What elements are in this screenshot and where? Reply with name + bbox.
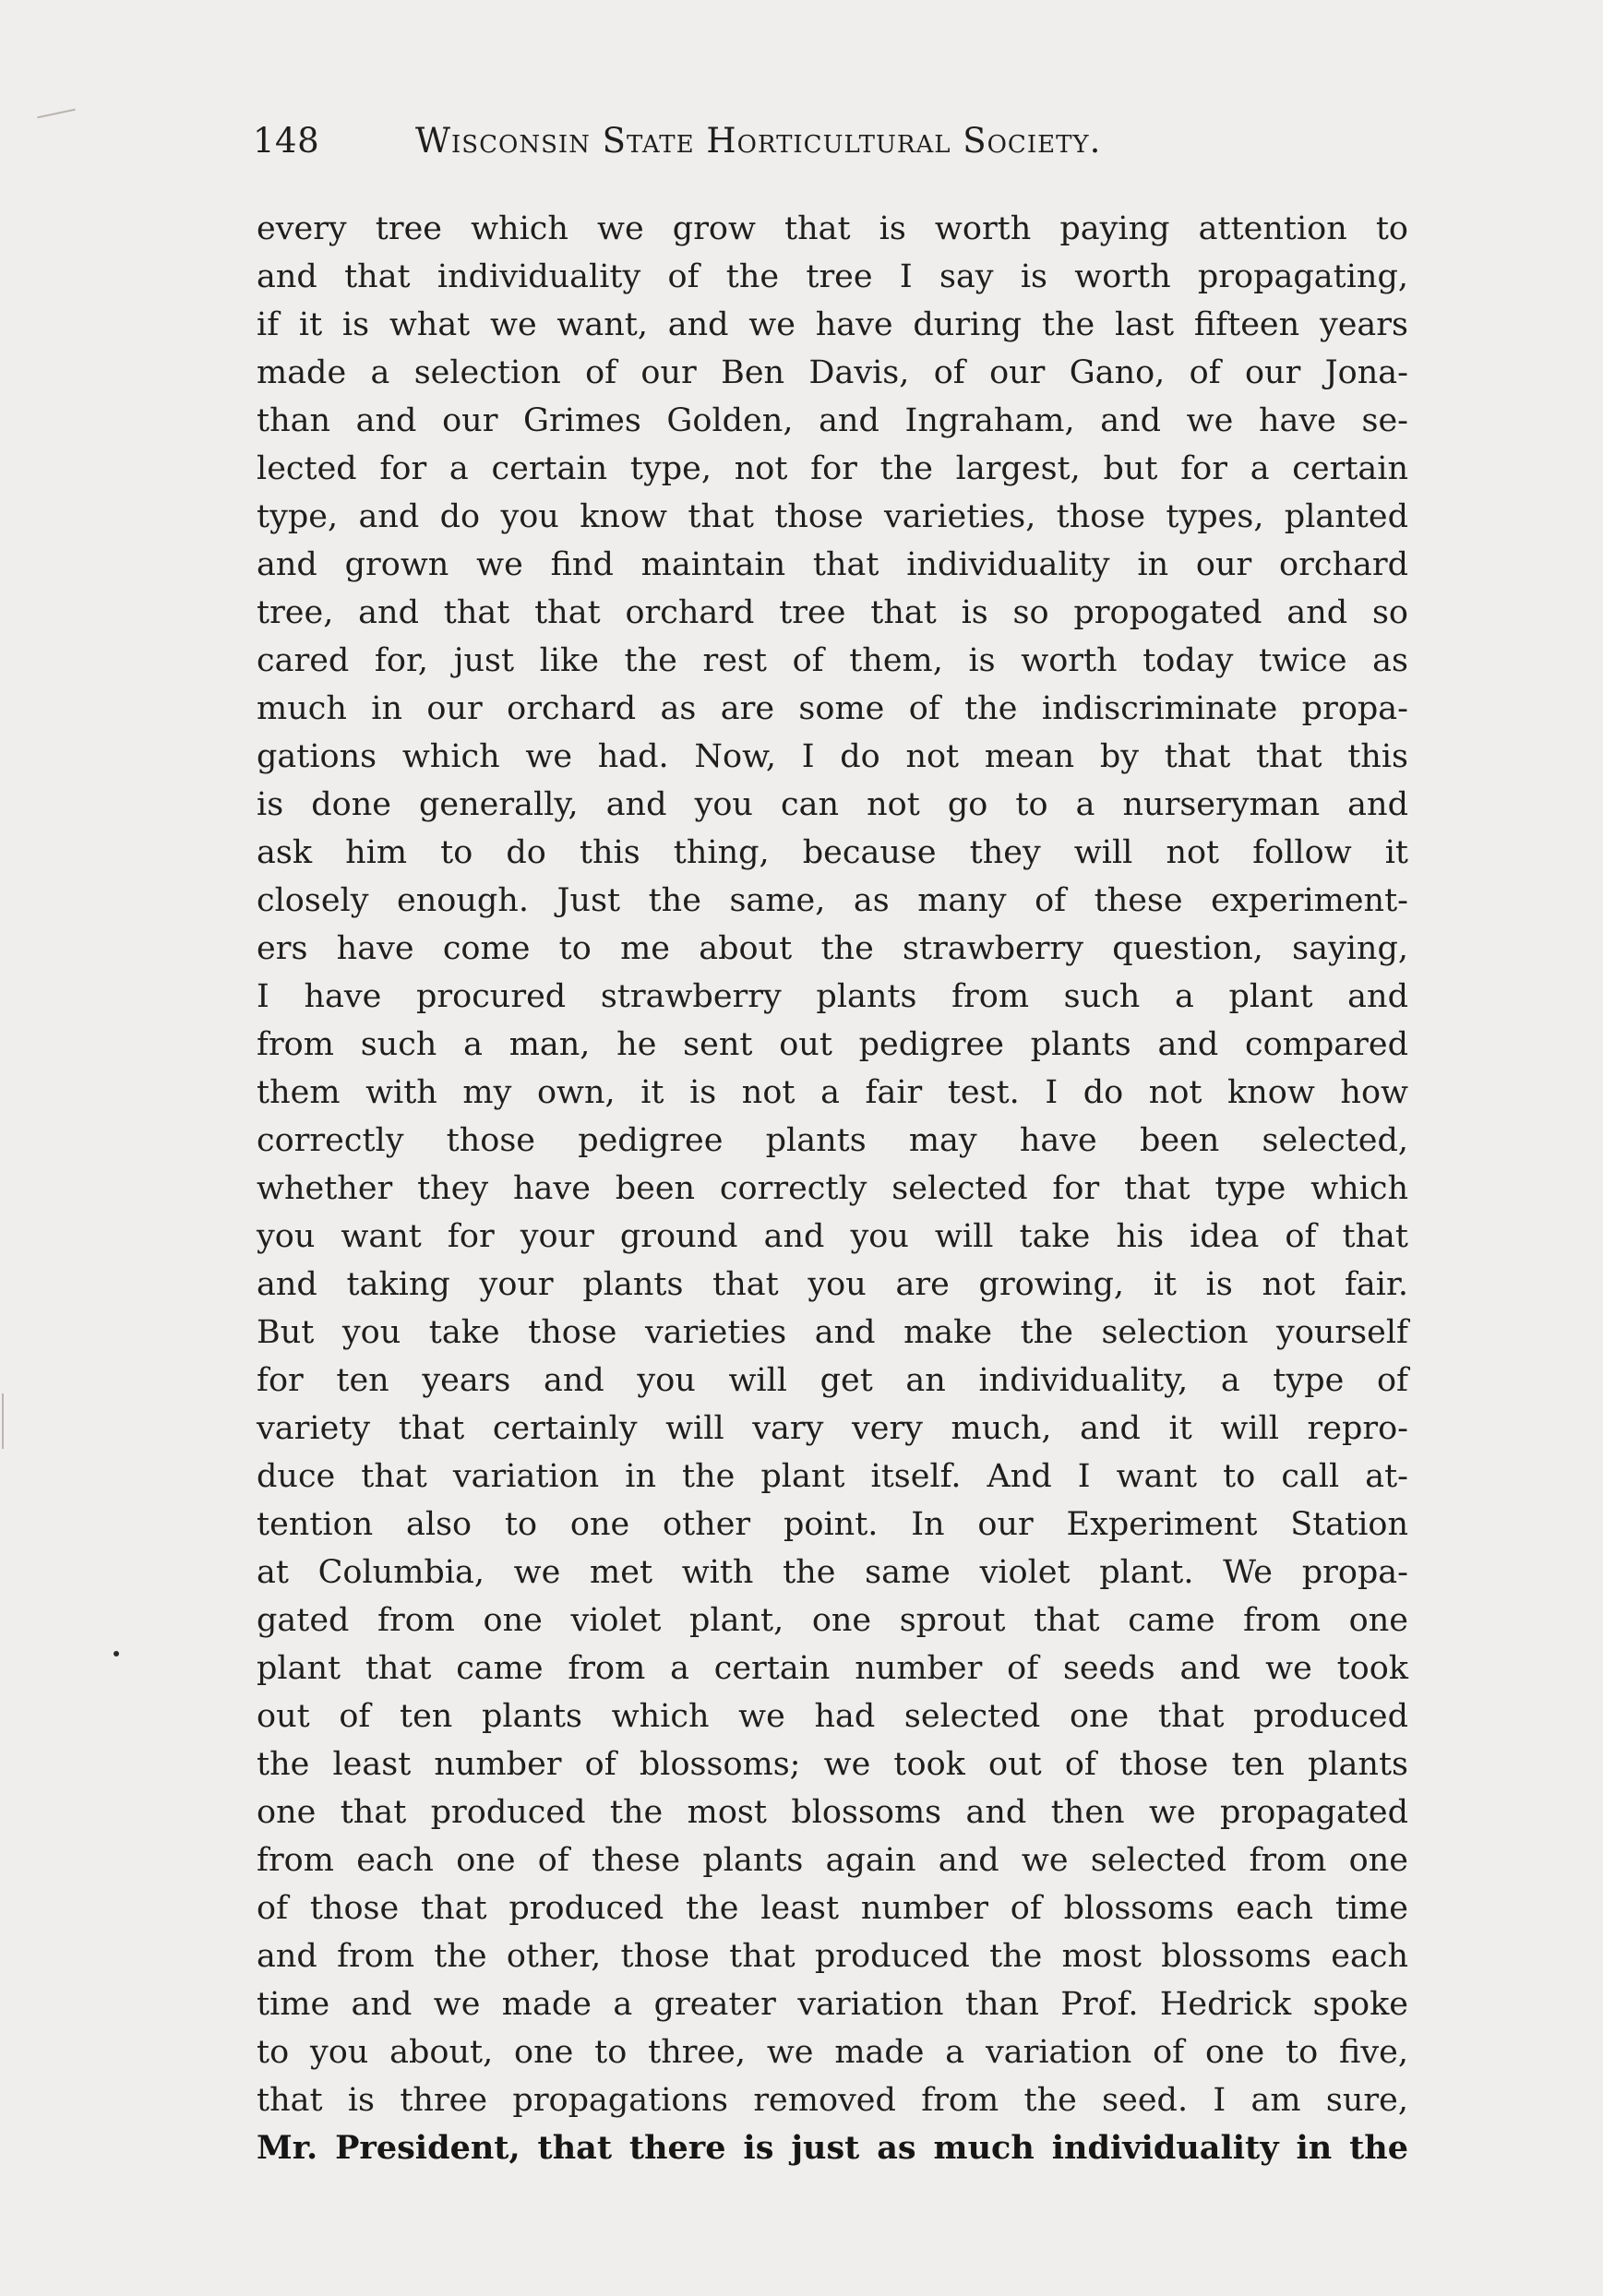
text-line: you want for your ground and you will take his idea of that — [257, 1218, 1408, 1255]
page-number: 148 — [253, 121, 320, 161]
scan-artifact-mark — [37, 109, 75, 119]
text-line: and grown we find maintain that individuality in our orchard — [257, 546, 1408, 583]
text-line: correctly those pedigree plants may have been selected, — [257, 1122, 1408, 1159]
text-line: tree, and that that orchard tree that is so propogated and so — [257, 594, 1408, 631]
ink-speck — [114, 1651, 119, 1656]
text-line: is done generally, and you can not go to a nurseryman and — [257, 786, 1408, 823]
text-line: ask him to do this thing, because they will not follow it — [257, 834, 1408, 871]
text-line: gated from one violet plant, one sprout that came from one — [257, 1602, 1408, 1639]
text-line: from each one of these plants again and we selected from one — [257, 1842, 1408, 1879]
text-line: closely enough. Just the same, as many of these experiment- — [257, 882, 1408, 919]
text-line: ers have come to me about the strawberry question, saying, — [257, 930, 1408, 967]
text-line: time and we made a greater variation than Prof. Hedrick spoke — [257, 1986, 1408, 2023]
text-line: out of ten plants which we had selected one that produced — [257, 1698, 1408, 1735]
text-line: from such a man, he sent out pedigree plants and compared — [257, 1026, 1408, 1063]
text-line: and taking your plants that you are growing, it is not fair. — [257, 1266, 1408, 1303]
text-line: and from the other, those that produced the most blossoms each — [257, 1938, 1408, 1975]
text-line: type, and do you know that those varieties, those types, planted — [257, 498, 1408, 535]
text-line: every tree which we grow that is worth paying attention to — [257, 210, 1408, 247]
text-line: plant that came from a certain number of seeds and we took — [257, 1650, 1408, 1687]
text-line: than and our Grimes Golden, and Ingraham, and we have se- — [257, 402, 1408, 439]
text-line: to you about, one to three, we made a variation of one to five, — [257, 2034, 1408, 2071]
text-line: lected for a certain type, not for the largest, but for a certain — [257, 450, 1408, 487]
text-line: at Columbia, we met with the same violet plant. We propa- — [257, 1554, 1408, 1591]
running-head: Wisconsin State Horticultural Society. — [415, 121, 1102, 161]
text-line: for ten years and you will get an individuality, a type of — [257, 1362, 1408, 1399]
text-line: gations which we had. Now, I do not mean by that that this — [257, 738, 1408, 775]
text-line: much in our orchard as are some of the indiscriminate propa- — [257, 690, 1408, 727]
text-line: that is three propagations removed from the seed. I am sure, — [257, 2082, 1408, 2119]
text-line: tention also to one other point. In our Experiment Station — [257, 1506, 1408, 1543]
text-line: if it is what we want, and we have during the last fifteen years — [257, 306, 1408, 343]
text-line: variety that certainly will vary very much, and it will repro- — [257, 1410, 1408, 1447]
text-line: made a selection of our Ben Davis, of our Gano, of our Jona- — [257, 354, 1408, 391]
text-line: cared for, just like the rest of them, is worth today twice as — [257, 642, 1408, 679]
text-line: and that individuality of the tree I say is worth propagating, — [257, 258, 1408, 295]
page-header — [253, 121, 1250, 173]
text-line: I have procured strawberry plants from such a plant and — [257, 978, 1408, 1015]
scan-artifact-mark — [2, 1393, 4, 1449]
text-line: whether they have been correctly selected for that type which — [257, 1170, 1408, 1207]
text-line: one that produced the most blossoms and then we propagated — [257, 1794, 1408, 1831]
text-line: them with my own, it is not a fair test. I do not know how — [257, 1074, 1408, 1111]
text-line: Mr. President, that there is just as much individuality in the — [257, 2129, 1408, 2167]
text-line: But you take those varieties and make the selection yourself — [257, 1314, 1408, 1351]
text-line: of those that produced the least number of blossoms each time — [257, 1890, 1408, 1927]
body-text — [257, 205, 1408, 2172]
text-line: the least number of blossoms; we took out of those ten plants — [257, 1746, 1408, 1783]
text-line: duce that variation in the plant itself. And I want to call at- — [257, 1458, 1408, 1495]
